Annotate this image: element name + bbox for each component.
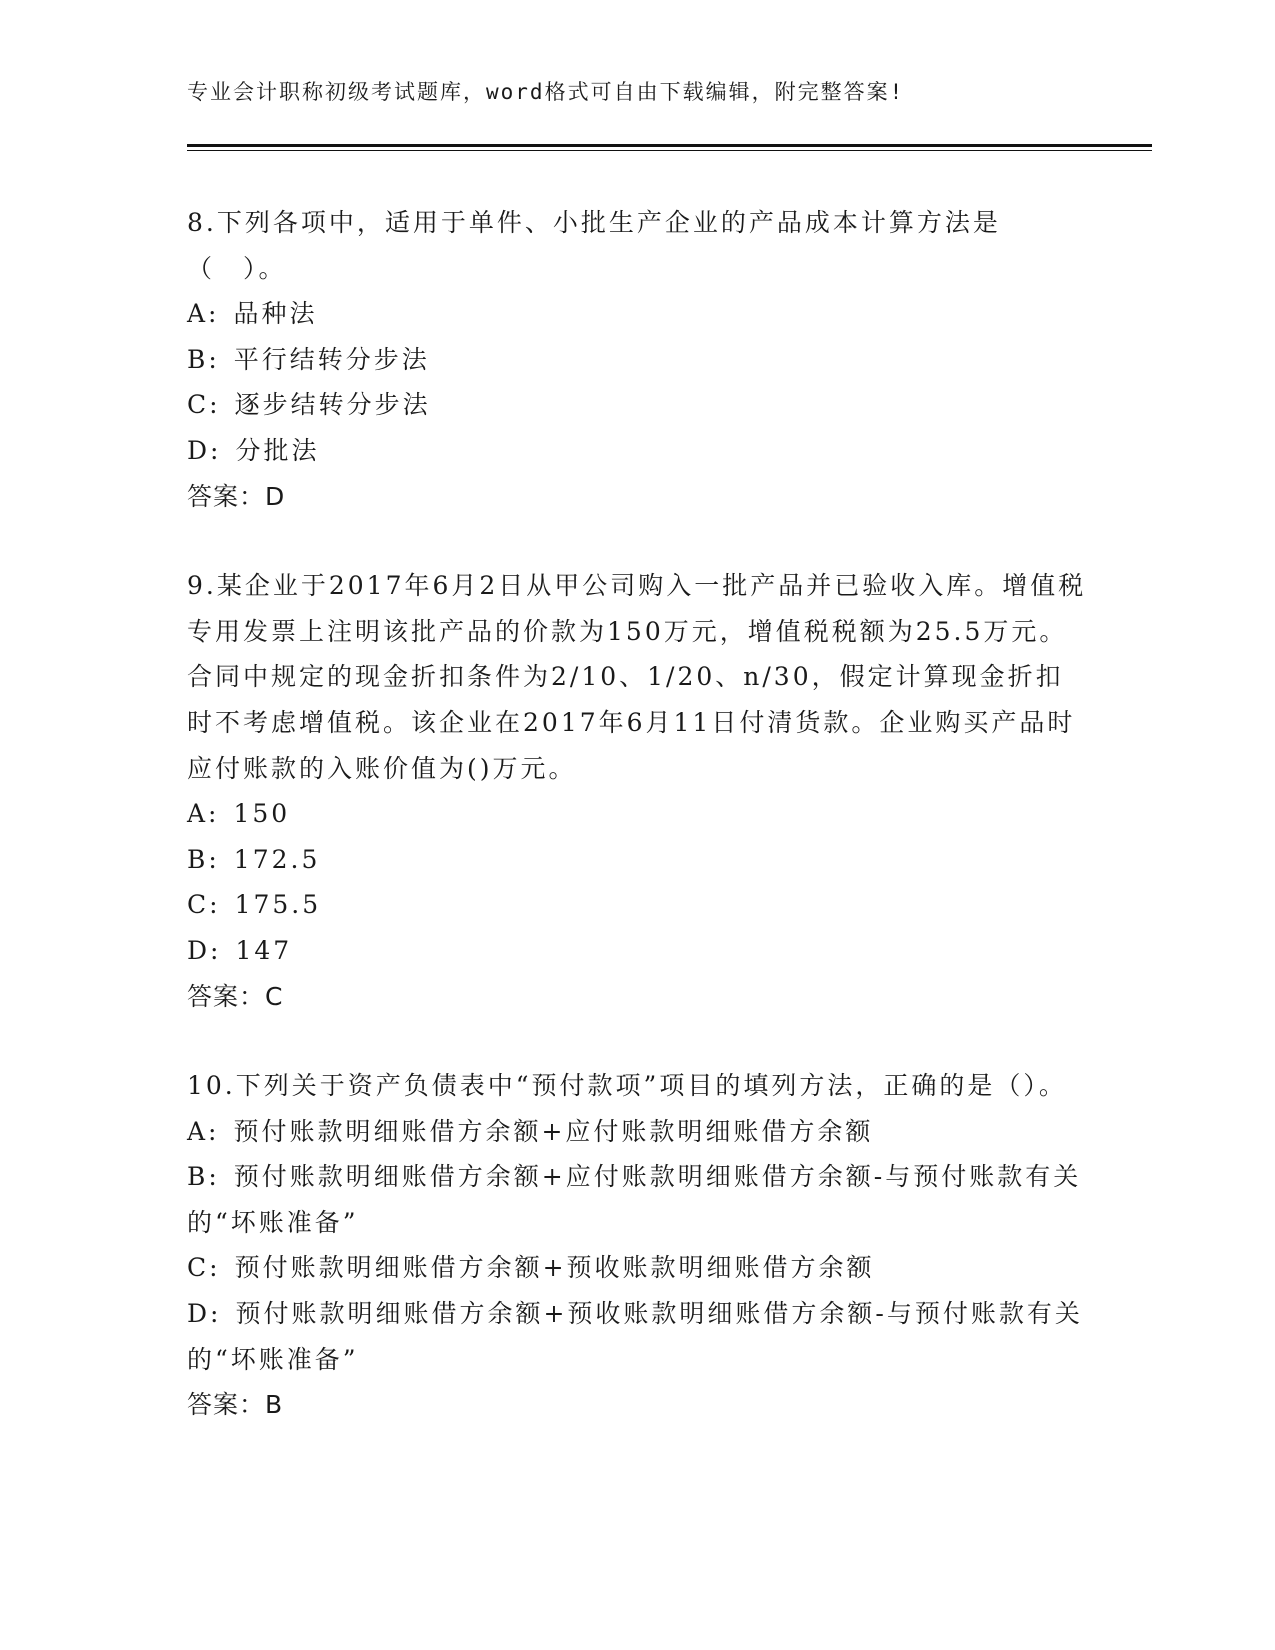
option-letter: D: (187, 1299, 222, 1329)
question-stem: 9.某企业于2017年6月2日从甲公司购入一批产品并已验收入库。增值税专用发票上注明该批产品的价款为150万元，增值税税额为25.5万元。合同中规定的现金折扣条件为2/10、1/20、n/30，假定计算现金折扣时不考虑增值税。该企业在2017年6月11日付清货款。企业购买产品时应付账款的入账价值为()万元。 (187, 571, 1087, 783)
option-d (187, 428, 1087, 474)
option-b (187, 337, 1087, 383)
option-text: 预付账款明细账借方余额+应付账款明细账借方余额 (233, 1116, 874, 1146)
question-10 (187, 1063, 1087, 1428)
answer-line: 答案：C (187, 981, 284, 1011)
option-text: 预付账款明细账借方余额+预收账款明细账借方余额 (234, 1253, 875, 1283)
option-a (187, 291, 1087, 337)
option-text: 逐步结转分步法 (234, 390, 431, 420)
option-text: 预付账款明细账借方余额+应付账款明细账借方余额-与预付账款有关的“坏账准备” (187, 1162, 1082, 1237)
option-text: 平行结转分步法 (233, 344, 430, 374)
option-text: 150 (233, 799, 291, 829)
option-d (187, 928, 1087, 974)
question-stem: 10.下列关于资产负债表中“预付款项”项目的填列方法，正确的是（）。 (187, 1071, 1067, 1101)
option-letter: A: (187, 799, 220, 829)
option-text: 175.5 (234, 890, 322, 920)
option-letter: A: (187, 1116, 220, 1146)
option-letter: D: (187, 935, 222, 965)
option-letter: B: (187, 1162, 220, 1192)
option-letter: C: (187, 1253, 221, 1283)
option-letter: C: (187, 390, 221, 420)
option-a (187, 791, 1087, 837)
option-letter: A: (187, 299, 220, 329)
question-stem: 8.下列各项中，适用于单件、小批生产企业的产品成本计算方法是（ ）。 (187, 208, 1001, 283)
option-letter: C: (187, 890, 221, 920)
header-divider-thick (187, 144, 1152, 147)
option-text: 分批法 (235, 435, 320, 465)
option-a (187, 1109, 1087, 1155)
header-divider-thin (187, 150, 1152, 151)
option-text: 172.5 (233, 844, 321, 874)
option-letter: D: (187, 435, 222, 465)
option-text: 预付账款明细账借方余额+预收账款明细账借方余额-与预付账款有关的“坏账准备” (187, 1299, 1083, 1374)
question-9 (187, 563, 1087, 1019)
option-c (187, 1245, 1087, 1291)
option-b (187, 1154, 1087, 1245)
page-header-text: 专业会计职称初级考试题库，word格式可自由下载编辑，附完整答案! (187, 80, 905, 104)
option-text: 品种法 (233, 299, 318, 329)
option-text: 147 (235, 935, 293, 965)
option-d (187, 1291, 1087, 1382)
option-b (187, 837, 1087, 883)
answer-line: 答案：B (187, 1390, 284, 1420)
answer-line: 答案：D (187, 481, 286, 511)
option-c (187, 382, 1087, 428)
option-c (187, 882, 1087, 928)
option-letter: B: (187, 844, 220, 874)
option-letter: B: (187, 344, 220, 374)
question-8 (187, 200, 1087, 519)
question-list (187, 200, 1087, 1472)
